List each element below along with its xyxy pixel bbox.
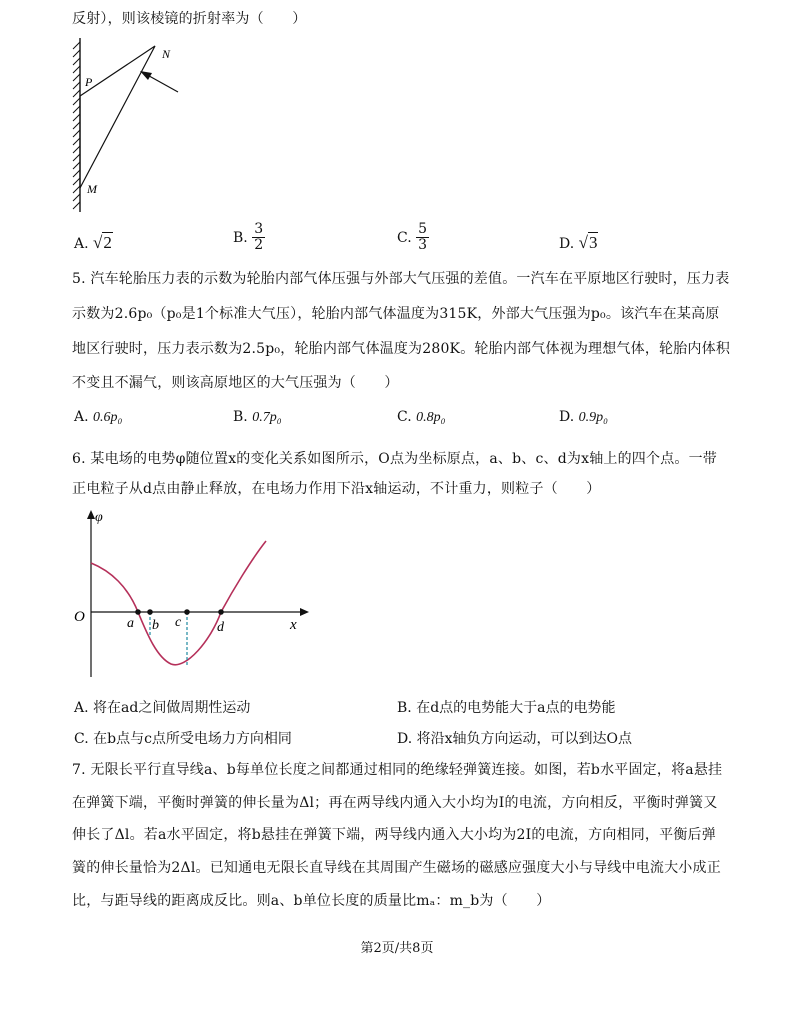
q7-line-1: 7. 无限长平行直导线a、b每单位长度之间都通过相同的绝缘轻弹簧连接。如图，若b水平固定，将a悬挂 (72, 762, 723, 778)
q5-option-b: B. 0.7p₀ (233, 409, 282, 425)
phi-axis-arrow (87, 510, 95, 519)
prism-figure (60, 30, 210, 220)
label-M: M (87, 182, 97, 196)
potential-graph (66, 505, 316, 685)
label-P: P (85, 75, 93, 89)
mirror-hatching (73, 42, 80, 209)
q5-line-1: 5. 汽车轮胎压力表的示数为轮胎内部气体压强与外部大气压强的差值。一汽车在平原地区行驶时，压力表 (72, 271, 730, 287)
q7-line-5: 比，与距导线的距离成反比。则a、b单位长度的质量比mₐ：m_b为（ ） (72, 893, 551, 909)
page-footer: 第2页/共8页 (360, 941, 434, 956)
label-d: d (217, 620, 224, 635)
point-a (135, 609, 141, 615)
x-axis-arrow (300, 608, 309, 616)
point-b (147, 609, 153, 615)
prism-triangle (80, 46, 155, 188)
q5-option-a: A. 0.6p₀ (74, 409, 123, 425)
q6-option-b: B. 在d点的电势能大于a点的电势能 (397, 700, 616, 716)
q5-option-c: C. 0.8p₀ (397, 409, 446, 425)
label-phi: φ (95, 510, 103, 525)
ray-arrowhead (140, 71, 152, 80)
q6-option-c: C. 在b点与c点所受电场力方向相同 (74, 731, 292, 747)
q7-line-2: 在弹簧下端，平衡时弹簧的伸长量为Δl；再在两导线内通入大小均为I的电流，方向相反，平衡时弹簧又 (72, 795, 718, 811)
q6-option-a: A. 将在ad之间做周期性运动 (74, 700, 251, 716)
label-N: N (162, 47, 171, 61)
label-a: a (127, 616, 134, 631)
label-O: O (74, 609, 85, 625)
q4-stem-tail: 反射），则该棱镜的折射率为（ ） (72, 11, 307, 27)
label-c: c (175, 615, 182, 630)
q4-option-c: C. $\frac{5}{3}$ (397, 221, 428, 254)
q4-option-b: B. $\frac{3}{2}$ (233, 221, 264, 254)
q5-option-d: D. 0.9p₀ (559, 409, 609, 425)
label-b: b (152, 618, 159, 633)
potential-curve (91, 541, 266, 665)
label-x: x (290, 617, 297, 633)
q6-line-2: 正电粒子从d点由静止释放，在电场力作用下沿x轴运动，不计重力，则粒子（ ） (72, 481, 601, 497)
q7-line-4: 簧的伸长量恰为2Δl。已知通电无限长直导线在其周围产生磁场的磁感应强度大小与导线中电流大小成正 (72, 860, 721, 876)
q4-option-d: D. √3 (559, 233, 598, 252)
q5-line-3: 地区行驶时，压力表示数为2.5p₀，轮胎内部气体温度为280K。轮胎内部气体视为理想气体，轮胎内体积 (72, 341, 731, 357)
q4-option-a: A. √2 (74, 233, 112, 252)
point-d (218, 609, 224, 615)
q5-line-4: 不变且不漏气，则该高原地区的大气压强为（ ） (72, 375, 399, 391)
point-c (184, 609, 190, 615)
q6-line-1: 6. 某电场的电势φ随位置x的变化关系如图所示，O点为坐标原点，a、b、c、d为x轴上的四个点。一带 (72, 451, 717, 467)
q7-line-3: 伸长了Δl。若a水平固定，将b悬挂在弹簧下端，两导线内通入大小均为2I的电流，方向相同，平衡后弹 (72, 827, 716, 843)
q6-option-d: D. 将沿x轴负方向运动，可以到达O点 (397, 731, 633, 747)
q5-line-2: 示数为2.6p₀（p₀是1个标准大气压），轮胎内部气体温度为315K，外部大气压强为p₀。该汽车在某高原 (72, 306, 720, 322)
